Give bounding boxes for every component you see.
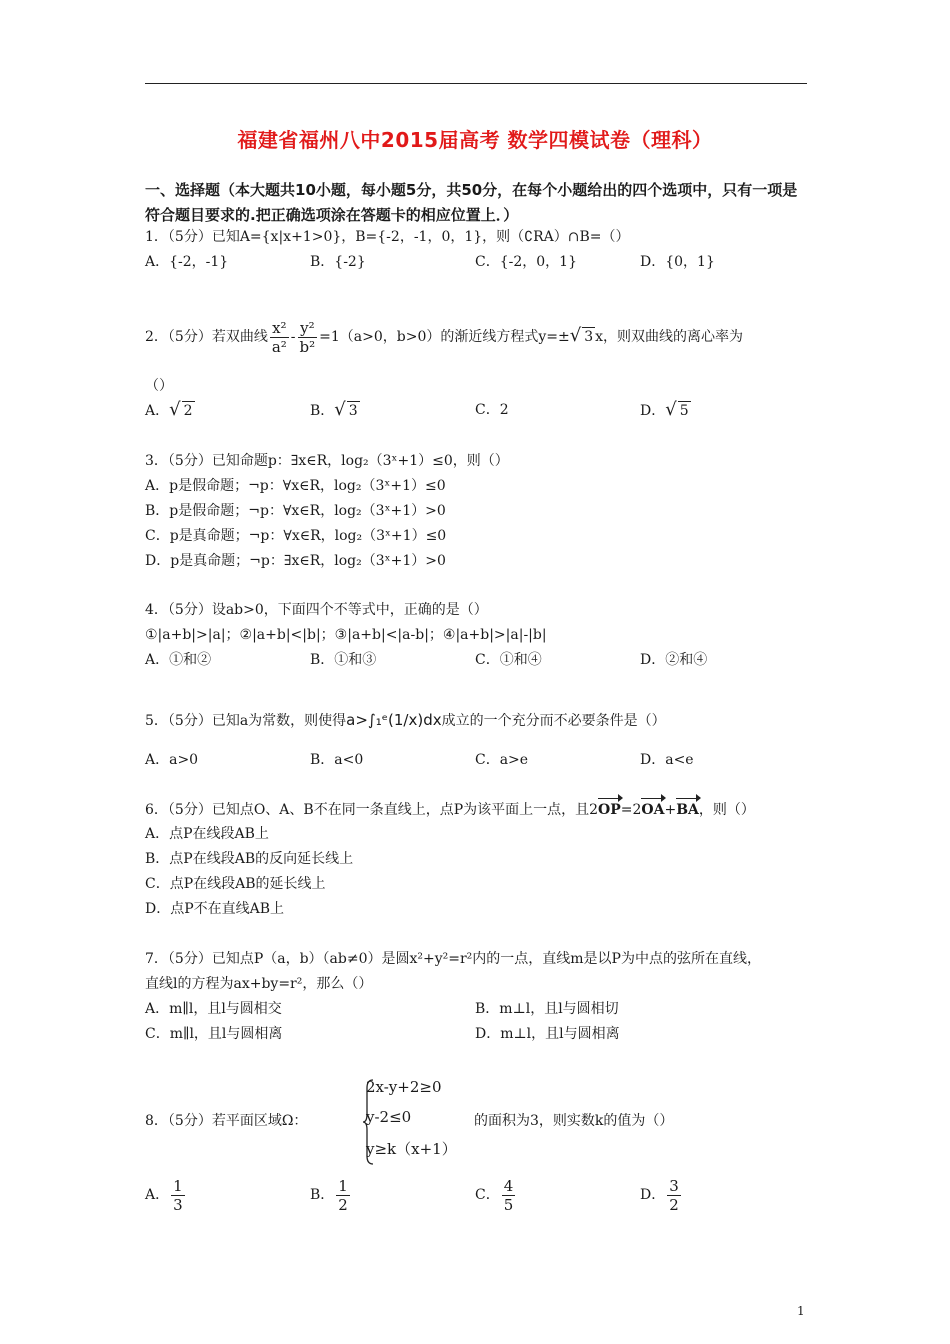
vector-op: OP bbox=[598, 802, 621, 818]
q2-root: 3 bbox=[584, 329, 594, 345]
q8-a-label: A． bbox=[145, 1187, 170, 1203]
q8-option-d bbox=[640, 1176, 683, 1214]
q6-prefix: 6．（5分）已知点O、A、B不在同一条直线上，点P为该平面上一点，且2 bbox=[145, 802, 599, 818]
page-number: 1 bbox=[797, 1304, 805, 1318]
q1-option-b: B．{-2} bbox=[310, 254, 366, 270]
q2-middle: =1（a>0，b>0）的渐近线方程式y=± bbox=[319, 329, 570, 345]
q8-d-den: 2 bbox=[669, 1195, 679, 1214]
q8-option-b bbox=[310, 1176, 352, 1214]
q3-option-d: D．p是真命题；¬p：∃x∈R，log₂（3ˣ+1）>0 bbox=[145, 553, 446, 569]
q8-b-den: 2 bbox=[338, 1195, 348, 1214]
q2-num2: y² bbox=[298, 319, 318, 338]
q2-suffix: x，则双曲线的离心率为 bbox=[595, 329, 744, 345]
q2-num1: x² bbox=[270, 319, 289, 338]
q8-b-num: 1 bbox=[338, 1176, 348, 1195]
q2-fraction-y bbox=[298, 319, 318, 356]
q6-option-b: B．点P在线段AB的反向延长线上 bbox=[145, 851, 354, 867]
q5-option-a: A．a>0 bbox=[145, 752, 199, 768]
q8-a-num: 1 bbox=[173, 1176, 183, 1195]
q8-d-fraction bbox=[667, 1177, 681, 1214]
q6-suffix: ，则（） bbox=[698, 802, 755, 818]
q8-suffix: 的面积为3，则实数k的值为（） bbox=[474, 1113, 674, 1129]
q7-option-a: A．m∥l，且l与圆相交 bbox=[145, 1001, 282, 1017]
q4-option-c: C．①和④ bbox=[475, 652, 542, 668]
q2-stem bbox=[145, 316, 743, 357]
q2-prefix: 2．（5分）若双曲线 bbox=[145, 329, 268, 345]
q8-b-label: B． bbox=[310, 1187, 335, 1203]
vector-oa: OA bbox=[641, 802, 665, 818]
q6-option-d: D．点P不在直线AB上 bbox=[145, 901, 285, 917]
q2-paren: （） bbox=[145, 378, 173, 394]
q2-option-a bbox=[145, 400, 195, 421]
q2-option-b bbox=[310, 400, 360, 421]
sqrt-icon: √ bbox=[169, 399, 181, 420]
q5-suffix: 成立的一个充分而不必要条件是（） bbox=[441, 713, 666, 729]
q3-option-b: B．p是假命题；¬p：∀x∈R，log₂（3ˣ+1）>0 bbox=[145, 503, 446, 519]
header-rule bbox=[145, 83, 807, 84]
q2-d-label: D． bbox=[640, 403, 666, 419]
q1-option-d: D．{0，1} bbox=[640, 254, 715, 270]
q6-plus: + bbox=[664, 802, 677, 818]
q8-inequality-3: y≥k（x+1） bbox=[366, 1140, 457, 1158]
q8-option-c bbox=[475, 1176, 517, 1214]
q8-a-fraction bbox=[171, 1177, 185, 1214]
q2-den2: b² bbox=[299, 337, 316, 356]
q2-d-root: 5 bbox=[679, 403, 689, 419]
q1-stem: 1．（5分）已知A={x|x+1>0}，B={-2，-1，0，1}，则（∁RA）∩B=（） bbox=[145, 229, 630, 245]
q2-minus: - bbox=[290, 329, 296, 345]
q6-option-a: A．点P在线段AB上 bbox=[145, 826, 269, 842]
q5-option-d: D．a<e bbox=[640, 752, 694, 768]
q8-b-fraction bbox=[336, 1177, 350, 1214]
q2-fraction-x bbox=[270, 319, 289, 356]
q7-option-c: C．m∥l，且l与圆相离 bbox=[145, 1026, 283, 1042]
q8-a-den: 3 bbox=[173, 1195, 183, 1214]
sqrt-icon: √ bbox=[665, 399, 677, 420]
q8-d-label: D． bbox=[640, 1187, 666, 1203]
q7-stem-line2: 直线l的方程为ax+by=r²，那么（） bbox=[145, 976, 373, 992]
q2-b-root: 3 bbox=[348, 403, 358, 419]
q5-prefix: 5．（5分）已知a为常数，则使得 bbox=[145, 713, 347, 729]
q4-option-b: B．①和③ bbox=[310, 652, 377, 668]
q8-inequality-2: y-2≤0 bbox=[366, 1108, 412, 1126]
q8-prefix: 8．（5分）若平面区域Ω： bbox=[145, 1113, 308, 1129]
q3-stem: 3．（5分）已知命题p：∃x∈R，log₂（3ˣ+1）≤0，则（） bbox=[145, 453, 509, 469]
q6-option-c: C．点P在线段AB的延长线上 bbox=[145, 876, 326, 892]
q2-option-c: C．2 bbox=[475, 402, 509, 418]
q4-stem: 4．（5分）设ab>0，下面四个不等式中，正确的是（） bbox=[145, 602, 488, 618]
sqrt-icon: √ bbox=[334, 399, 346, 420]
q8-d-num: 3 bbox=[669, 1176, 679, 1195]
q5-formula: a>∫₁ᵉ(1/x)dx bbox=[346, 711, 442, 729]
q8-c-den: 5 bbox=[503, 1195, 514, 1214]
q2-b-label: B． bbox=[310, 403, 335, 419]
sqrt-icon: √ bbox=[569, 325, 582, 346]
q7-option-b: B．m⊥l，且l与圆相切 bbox=[475, 1001, 619, 1017]
vector-ba: BA bbox=[676, 802, 699, 818]
q2-a-root: 2 bbox=[183, 403, 193, 419]
q6-stem bbox=[145, 800, 755, 820]
q2-a-label: A． bbox=[145, 403, 170, 419]
q4-option-d: D．②和④ bbox=[640, 652, 708, 668]
q8-c-num: 4 bbox=[503, 1176, 514, 1195]
q5-option-b: B．a<0 bbox=[310, 752, 364, 768]
q6-eq: =2 bbox=[620, 802, 642, 818]
q1-option-a: A．{-2，-1} bbox=[145, 254, 229, 270]
q3-option-a: A．p是假命题；¬p：∀x∈R，log₂（3ˣ+1）≤0 bbox=[145, 478, 446, 494]
q7-stem-line1: 7．（5分）已知点P（a，b）（ab≠0）是圆x²+y²=r²内的一点，直线m是以P为中点的弦所在直线， bbox=[145, 951, 761, 967]
q8-c-label: C． bbox=[475, 1187, 500, 1203]
q8-inequality-1: 2x-y+2≥0 bbox=[366, 1078, 442, 1096]
q2-option-d bbox=[640, 400, 691, 421]
q8-option-a bbox=[145, 1176, 187, 1214]
q2-den1: a² bbox=[271, 337, 287, 356]
q5-stem bbox=[145, 710, 666, 731]
exam-title: 福建省福州八中2015届高考 数学四模试卷（理科） bbox=[237, 128, 713, 152]
q4-inequalities: ①|a+b|>|a|；②|a+b|<|b|；③|a+b|<|a-b|；④|a+b|>|a|-|b| bbox=[145, 627, 547, 643]
q8-c-fraction bbox=[502, 1177, 516, 1214]
q5-option-c: C．a>e bbox=[475, 752, 529, 768]
q3-option-c: C．p是真命题；¬p：∀x∈R，log₂（3ˣ+1）≤0 bbox=[145, 528, 447, 544]
q4-option-a: A．①和② bbox=[145, 652, 212, 668]
q7-option-d: D．m⊥l，且l与圆相离 bbox=[475, 1026, 620, 1042]
section-header: 一、选择题（本大题共10小题，每小题5分，共50分，在每个小题给出的四个选项中，只有一项是符合题目要求的.把正确选项涂在答题卡的相应位置上．） bbox=[145, 181, 798, 224]
q1-option-c: C．{-2，0，1} bbox=[475, 254, 577, 270]
